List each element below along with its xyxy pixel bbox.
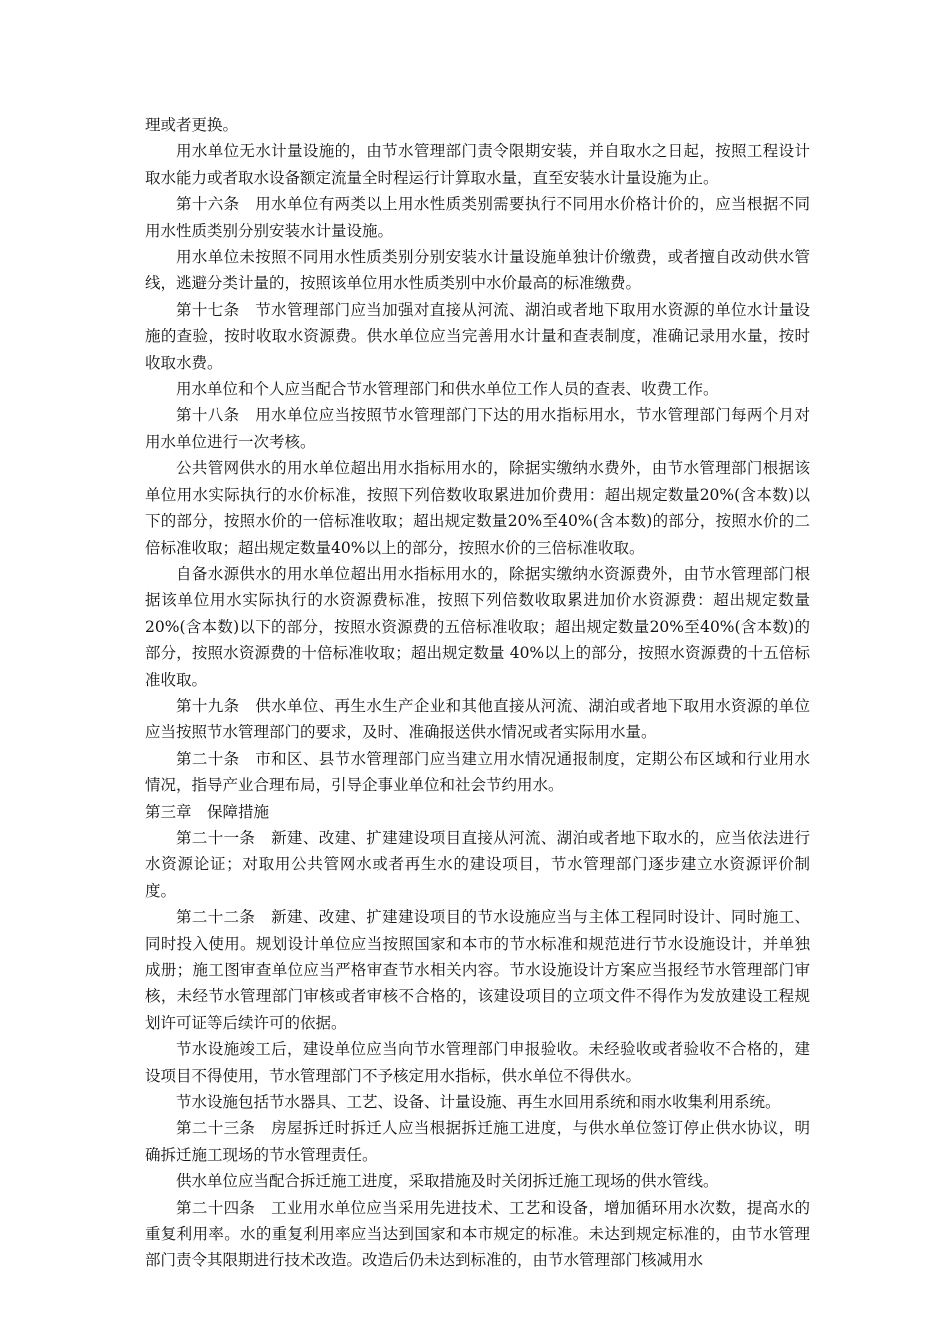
article-17: 第十七条 节水管理部门应当加强对直接从河流、湖泊或者地下取用水资源的单位水计量设施的查验，按时收取水资源费。供水单位应当完善用水计量和查表制度，准确记录用水量，按时收取水费。 xyxy=(145,300,810,372)
article-21: 第二十一条 新建、改建、扩建建设项目直接从河流、湖泊或者地下取水的，应当依法进行水资源论证；对取用公共管网水或者再生水的建设项目，节水管理部门逐步建立水资源评价制度。 xyxy=(145,828,810,900)
article-20: 第二十条 市和区、县节水管理部门应当建立用水情况通报制度，定期公布区域和行业用水情况，指导产业合理布局，引导企事业单位和社会节约用水。 xyxy=(145,749,810,795)
chapter-heading: 第三章 保障措施 xyxy=(145,802,270,821)
article-18: 第十八条 用水单位应当按照节水管理部门下达的用水指标用水，节水管理部门每两个月对用水单位进行一次考核。 xyxy=(145,406,810,451)
paragraph: 公共管网供水的用水单位超出用水指标用水的，除据实缴纳水费外，由节水管理部门根据该单位用水实际执行的水价标准，按照下列倍数收取累进加价费用：超出规定数量20%(含本数)以下的部分，按照水价的一倍标准收取；超出规定数量20%至40%(含本数)的部分，按照水价的二倍标准收取；超出规定数量40%以上的部分，按照水价的三倍标准收取。 xyxy=(145,459,810,557)
paragraph: 节水设施竣工后，建设单位应当向节水管理部门申报验收。未经验收或者验收不合格的，建设项目不得使用，节水管理部门不予核定用水指标，供水单位不得供水。 xyxy=(145,1040,810,1085)
article-19: 第十九条 供水单位、再生水生产企业和其他直接从河流、湖泊或者地下取用水资源的单位应当按照节水管理部门的要求，及时、准确报送供水情况或者实际用水量。 xyxy=(145,696,810,742)
document-body xyxy=(145,112,810,1274)
paragraph: 用水单位和个人应当配合节水管理部门和供水单位工作人员的查表、收费工作。 xyxy=(176,380,719,399)
paragraph: 供水单位应当配合拆迁施工进度，采取措施及时关闭拆迁施工现场的供水管线。 xyxy=(176,1172,719,1191)
article-22: 第二十二条 新建、改建、扩建建设项目的节水设施应当与主体工程同时设计、同时施工、同时投入使用。规划设计单位应当按照国家和本市的节水标准和规范进行节水设施设计，并单独成册；施工图审查单位应当严格审查节水相关内容。节水设施设计方案应当报经节水管理部门审核，未经节水管理部门审核或者审核不合格的，该建设项目的立项文件不得作为发放建设工程规划许可证等后续许可的依据。 xyxy=(145,908,810,1032)
paragraph: 自备水源供水的用水单位超出用水指标用水的，除据实缴纳水资源费外，由节水管理部门根据该单位用水实际执行的水资源费标准，按照下列倍数收取累进加价水资源费：超出规定数量20%(含本数)以下的部分，按照水资源费的五倍标准收取；超出规定数量20%至40%(含本数)的部分，按照水资源费的十倍标准收取；超出规定数量 40%以上的部分，按照水资源费的十五倍标准收取。 xyxy=(145,564,810,689)
article-16: 第十六条 用水单位有两类以上用水性质类别需要执行不同用水价格计价的，应当根据不同用水性质类别分别安装水计量设施。 xyxy=(145,195,810,240)
paragraph: 节水设施包括节水器具、工艺、设备、计量设施、再生水回用系统和雨水收集利用系统。 xyxy=(176,1093,781,1112)
paragraph: 用水单位无水计量设施的，由节水管理部门责令限期安装，并自取水之日起，按照工程设计取水能力或者取水设备额定流量全时程运行计算取水量，直至安装水计量设施为止。 xyxy=(145,142,810,187)
article-24: 第二十四条 工业用水单位应当采用先进技术、工艺和设备，增加循环用水次数，提高水的重复利用率。水的重复利用率应当达到国家和本市规定的标准。未达到规定标准的，由节水管理部门责令其限期进行技术改造。改造后仍未达到标准的，由节水管理部门核减用水 xyxy=(145,1198,810,1270)
article-23: 第二十三条 房屋拆迁时拆迁人应当根据拆迁施工进度，与供水单位签订停止供水协议，明确拆迁施工现场的节水管理责任。 xyxy=(145,1119,810,1164)
paragraph-continuation: 理或者更换。 xyxy=(145,116,239,134)
paragraph: 用水单位未按照不同用水性质类别分别安装水计量设施单独计价缴费，或者擅自改动供水管线，逃避分类计量的，按照该单位用水性质类别中水价最高的标准缴费。 xyxy=(145,248,810,293)
